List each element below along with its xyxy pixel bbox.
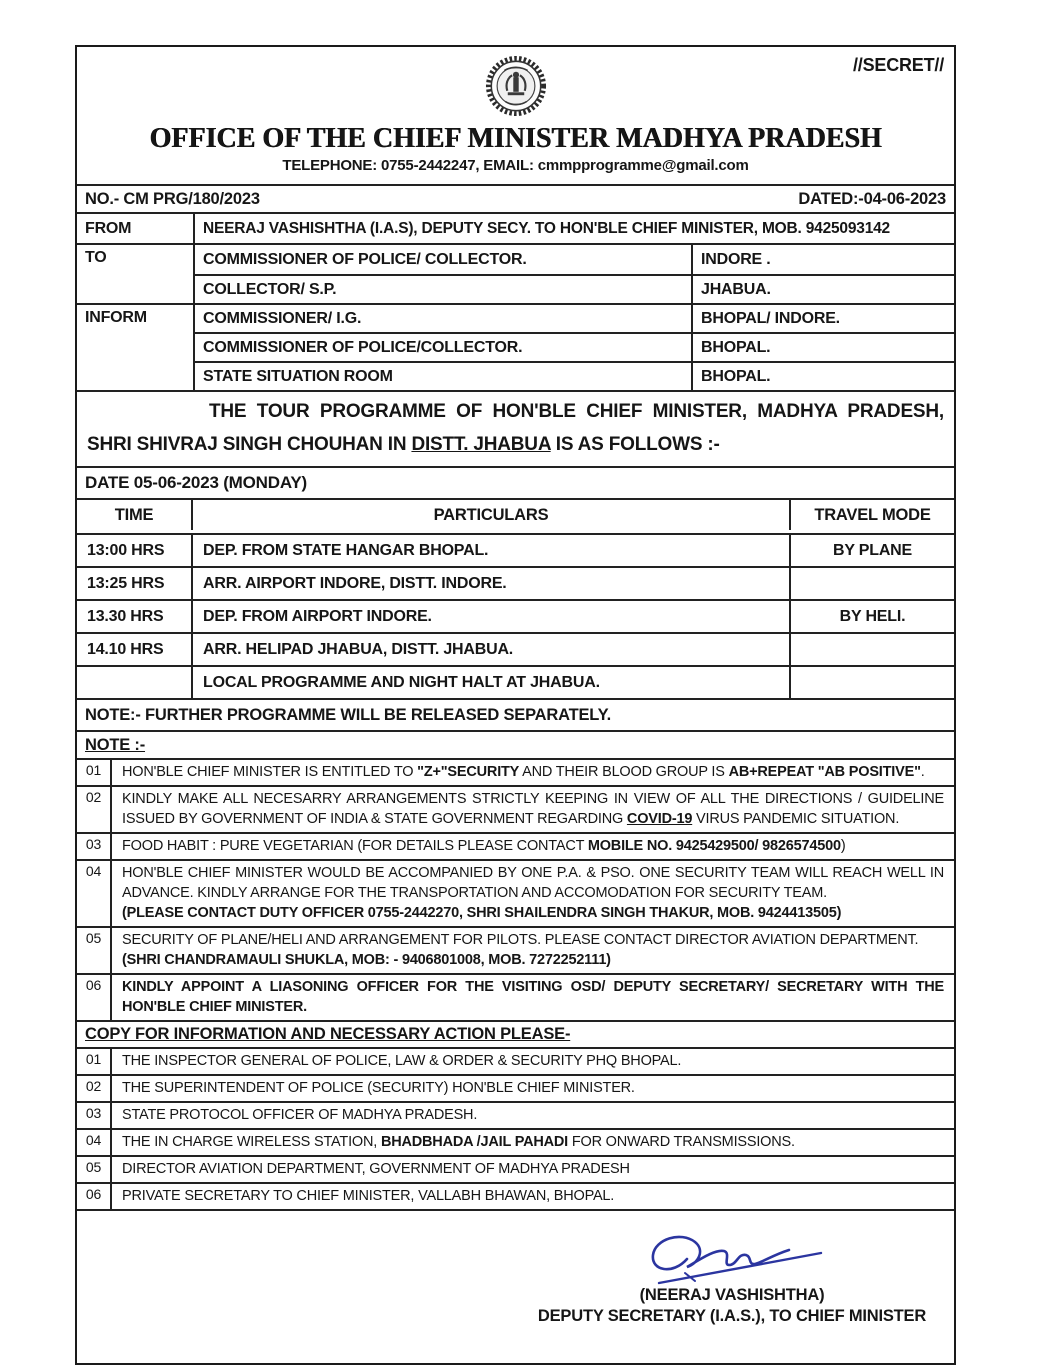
schedule-particulars: ARR. HELIPAD JHABUA, DISTT. JHABUA. bbox=[193, 632, 791, 665]
office-title: OFFICE OF THE CHIEF MINISTER MADHYA PRADESH bbox=[149, 123, 882, 154]
copy-text: DIRECTOR AVIATION DEPARTMENT, GOVERNMENT OF MADHYA PRADESH bbox=[122, 1161, 630, 1177]
to-label: TO bbox=[77, 245, 195, 303]
schedule-mode: BY PLANE bbox=[791, 533, 954, 566]
copy-item bbox=[77, 1128, 954, 1155]
schedule-mode: BY HELI. bbox=[791, 599, 954, 632]
copy-text: THE SUPERINTENDENT OF POLICE (SECURITY) HON'BLE CHIEF MINISTER. bbox=[122, 1080, 635, 1096]
tour-programme-heading: THE TOUR PROGRAMME OF HON'BLE CHIEF MINISTER, MADHYA PRADESH, SHRI SHIVRAJ SINGH CHOUHAN IN DISTT. JHABUA IS AS FOLLOWS :- bbox=[77, 390, 954, 466]
copy-item bbox=[77, 1101, 954, 1128]
recipients-table bbox=[77, 243, 954, 390]
note-text: KINDLY APPOINT A LIASONING OFFICER FOR THE VISITING OSD/ DEPUTY SECRETARY/ SECRETARY WITH THE HON'BLE CHIEF MINISTER. bbox=[122, 979, 944, 1015]
copy-number: 02 bbox=[77, 1076, 112, 1101]
recipient-place: BHOPAL. bbox=[693, 361, 954, 390]
office-contact-line: TELEPHONE: 0755-2442247, EMAIL: cmmpprogramme@gmail.com bbox=[282, 157, 749, 174]
copy-heading: COPY FOR INFORMATION AND NECESSARY ACTION PLEASE- bbox=[77, 1020, 954, 1047]
from-value: NEERAJ VASHISHTHA (I.A.S), DEPUTY SECY. TO HON'BLE CHIEF MINISTER, MOB. 9425093142 bbox=[203, 219, 890, 237]
recipient-office: COMMISSIONER OF POLICE/ COLLECTOR. bbox=[195, 245, 693, 274]
note-item bbox=[77, 758, 954, 785]
schedule-time: 13:00 HRS bbox=[77, 533, 193, 566]
note-text: KINDLY MAKE ALL NECESARRY ARRANGEMENTS STRICTLY KEEPING IN VIEW OF ALL THE DIRECTIONS / GUIDELINE ISSUED BY GOVERNMENT OF INDIA & STATE GOVERNMENT REGARDING COVID-19 VIRUS PANDEMIC SITUATION. bbox=[122, 791, 944, 827]
note-item bbox=[77, 859, 954, 926]
copy-list bbox=[77, 1047, 954, 1209]
copy-item bbox=[77, 1182, 954, 1209]
secret-classification: //SECRET// bbox=[852, 55, 944, 75]
copy-text: THE INSPECTOR GENERAL OF POLICE, LAW & ORDER & SECURITY PHQ BHOPAL. bbox=[122, 1053, 682, 1069]
signature-icon bbox=[522, 1217, 942, 1289]
schedule-particulars: DEP. FROM STATE HANGAR BHOPAL. bbox=[193, 533, 791, 566]
notes-list bbox=[77, 758, 954, 1020]
schedule-particulars: DEP. FROM AIRPORT INDORE. bbox=[193, 599, 791, 632]
recipient-place: INDORE . bbox=[701, 250, 771, 268]
col-header-particulars: PARTICULARS bbox=[193, 500, 791, 530]
schedule-time bbox=[77, 665, 193, 698]
schedule-mode bbox=[791, 665, 954, 698]
note-item bbox=[77, 926, 954, 973]
signatory-designation: DEPUTY SECRETARY (I.A.S.), TO CHIEF MINISTER bbox=[537, 1307, 927, 1325]
note-number: 04 bbox=[77, 861, 112, 926]
copy-item bbox=[77, 1047, 954, 1074]
reference-number: NO.- CM PRG/180/2023 bbox=[85, 189, 260, 208]
note-item bbox=[77, 785, 954, 832]
recipient-place: BHOPAL. bbox=[693, 332, 954, 361]
copy-item bbox=[77, 1074, 954, 1101]
copy-number: 01 bbox=[77, 1049, 112, 1074]
recipient-office: COMMISSIONER/ I.G. bbox=[195, 303, 693, 332]
recipient-office: STATE SITUATION ROOM bbox=[195, 361, 693, 390]
document-date: DATED:-04-06-2023 bbox=[798, 189, 946, 208]
copy-item bbox=[77, 1155, 954, 1182]
copy-text: PRIVATE SECRETARY TO CHIEF MINISTER, VALLABH BHAWAN, BHOPAL. bbox=[122, 1188, 615, 1204]
recipient-office: COMMISSIONER OF POLICE/COLLECTOR. bbox=[195, 332, 693, 361]
letterhead bbox=[77, 47, 954, 184]
note-text: SECURITY OF PLANE/HELI AND ARRANGEMENT FOR PILOTS. PLEASE CONTACT DIRECTOR AVIATION DEPARTMENT. (SHRI CHANDRAMAULI SHUKLA, MOB: - 9406801008, MOB. 7272252111) bbox=[122, 932, 919, 968]
schedule-date: DATE 05-06-2023 (MONDAY) bbox=[77, 466, 954, 498]
copy-text: STATE PROTOCOL OFFICER OF MADHYA PRADESH. bbox=[122, 1107, 478, 1123]
schedule-mode bbox=[791, 566, 954, 599]
recipient-office: COLLECTOR/ S.P. bbox=[195, 274, 693, 303]
schedule-time: 14.10 HRS bbox=[77, 632, 193, 665]
from-row bbox=[77, 212, 954, 243]
notes-heading: NOTE :- bbox=[77, 730, 954, 758]
note-item bbox=[77, 832, 954, 859]
copy-number: 03 bbox=[77, 1103, 112, 1128]
note-number: 05 bbox=[77, 928, 112, 973]
inform-label: INFORM bbox=[77, 303, 195, 390]
schedule-mode bbox=[791, 632, 954, 665]
copy-number: 05 bbox=[77, 1157, 112, 1182]
recipient-place: BHOPAL/ INDORE. bbox=[693, 303, 954, 332]
note-text: HON'BLE CHIEF MINISTER IS ENTITLED TO "Z+"SECURITY AND THEIR BLOOD GROUP IS AB+REPEAT "AB POSITIVE". bbox=[122, 764, 925, 780]
note-number: 06 bbox=[77, 975, 112, 1020]
note-number: 02 bbox=[77, 787, 112, 832]
document-page bbox=[75, 45, 956, 1365]
further-programme-note: NOTE:- FURTHER PROGRAMME WILL BE RELEASED SEPARATELY. bbox=[77, 698, 954, 730]
note-number: 03 bbox=[77, 834, 112, 859]
col-header-time: TIME bbox=[77, 500, 193, 530]
schedule-particulars: ARR. AIRPORT INDORE, DISTT. INDORE. bbox=[193, 566, 791, 599]
schedule-table bbox=[77, 498, 954, 698]
state-emblem-icon bbox=[485, 55, 547, 122]
copy-number: 06 bbox=[77, 1184, 112, 1209]
recipient-place: JHABUA. bbox=[693, 274, 954, 303]
col-header-travel-mode: TRAVEL MODE bbox=[814, 505, 931, 524]
copy-text: THE IN CHARGE WIRELESS STATION, BHADBHADA /JAIL PAHADI FOR ONWARD TRANSMISSIONS. bbox=[122, 1134, 795, 1150]
from-label: FROM bbox=[77, 214, 195, 243]
copy-number: 04 bbox=[77, 1130, 112, 1155]
note-text: HON'BLE CHIEF MINISTER WOULD BE ACCOMPANIED BY ONE P.A. & PSO. ONE SECURITY TEAM WILL REACH WELL IN ADVANCE. KINDLY ARRANGE FOR THE TRANSPORTATION AND ACCOMODATION FOR SECURITY TEAM. (PLEASE CONTACT DUTY OFFICER 0755-2442270, SHRI SHAILENDRA SINGH THAKUR, MOB. 9424413505) bbox=[122, 865, 944, 921]
schedule-time: 13.30 HRS bbox=[77, 599, 193, 632]
signature-block bbox=[77, 1209, 954, 1363]
schedule-time: 13:25 HRS bbox=[77, 566, 193, 599]
note-item bbox=[77, 973, 954, 1020]
signatory-name: (NEERAJ VASHISHTHA) bbox=[639, 1286, 825, 1304]
note-number: 01 bbox=[77, 760, 112, 785]
note-text: FOOD HABIT : PURE VEGETARIAN (FOR DETAILS PLEASE CONTACT MOBILE NO. 9425429500/ 9826574500) bbox=[122, 838, 846, 854]
reference-row bbox=[77, 184, 954, 212]
schedule-particulars: LOCAL PROGRAMME AND NIGHT HALT AT JHABUA. bbox=[193, 665, 791, 698]
